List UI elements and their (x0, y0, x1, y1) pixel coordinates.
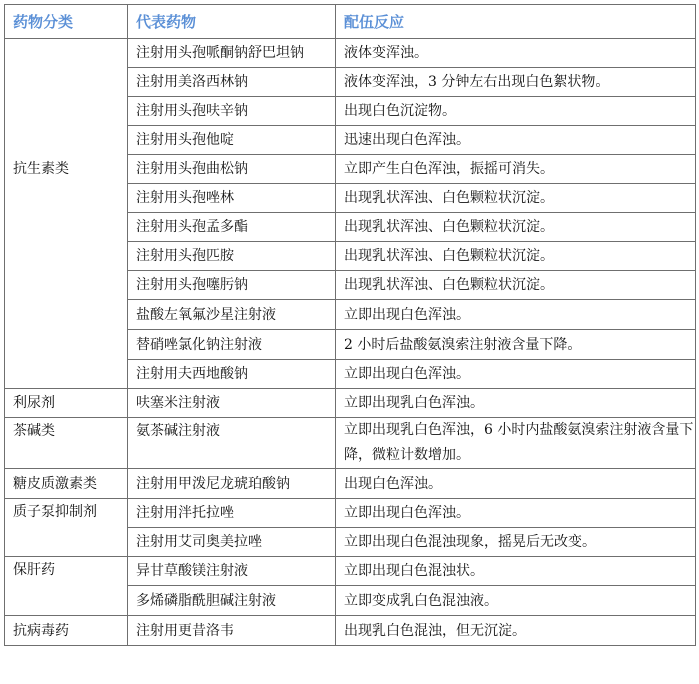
table-row (5, 557, 696, 586)
reaction-cell: 立即出现白色混浊现象，摇晃后无改变。 (336, 528, 696, 557)
drug-cell: 注射用头孢孟多酯 (128, 213, 336, 242)
reaction-cell: 出现乳白色混浊，但无沉淀。 (336, 616, 696, 646)
drug-cell: 氨茶碱注射液 (128, 418, 336, 469)
reaction-cell: 出现乳状浑浊、白色颗粒状沉淀。 (336, 271, 696, 300)
reaction-cell: 立即出现白色混浊状。 (336, 557, 696, 586)
category-cell: 抗生素类 (5, 39, 128, 389)
reaction-cell: 立即变成乳白色混浊液。 (336, 586, 696, 616)
header-category: 药物分类 (5, 5, 128, 39)
drug-cell: 注射用头孢他啶 (128, 126, 336, 155)
drug-cell: 盐酸左氧氟沙星注射液 (128, 300, 336, 330)
drug-cell: 注射用美洛西林钠 (128, 68, 336, 97)
compatibility-table (4, 4, 696, 646)
reaction-cell: 立即出现白色浑浊。 (336, 300, 696, 330)
reaction-cell: 立即产生白色浑浊，振摇可消失。 (336, 155, 696, 184)
reaction-cell: 液体变浑浊，3 分钟左右出现白色絮状物。 (336, 68, 696, 97)
reaction-cell: 出现白色沉淀物。 (336, 97, 696, 126)
table-row (5, 469, 696, 499)
category-cell: 保肝药 (5, 557, 128, 616)
drug-cell: 注射用头孢唑林 (128, 184, 336, 213)
reaction-cell: 立即出现乳白色浑浊，6 小时内盐酸氨溴索注射液含量下降，微粒计数增加。 (336, 418, 696, 469)
reaction-cell: 出现乳状浑浊、白色颗粒状沉淀。 (336, 184, 696, 213)
header-row (5, 5, 696, 39)
category-cell: 茶碱类 (5, 418, 128, 469)
table-row (5, 39, 696, 68)
reaction-cell: 2 小时后盐酸氨溴索注射液含量下降。 (336, 330, 696, 360)
header-drug: 代表药物 (128, 5, 336, 39)
drug-cell: 注射用头孢匹胺 (128, 242, 336, 271)
reaction-cell: 迅速出现白色浑浊。 (336, 126, 696, 155)
drug-cell: 注射用更昔洛韦 (128, 616, 336, 646)
drug-cell: 注射用泮托拉唑 (128, 499, 336, 528)
reaction-cell: 立即出现白色浑浊。 (336, 499, 696, 528)
drug-cell: 注射用甲泼尼龙琥珀酸钠 (128, 469, 336, 499)
drug-cell: 多烯磷脂酰胆碱注射液 (128, 586, 336, 616)
reaction-cell: 立即出现乳白色浑浊。 (336, 389, 696, 418)
drug-cell: 注射用头孢呋辛钠 (128, 97, 336, 126)
reaction-cell: 液体变浑浊。 (336, 39, 696, 68)
drug-cell: 注射用艾司奥美拉唑 (128, 528, 336, 557)
table-row (5, 389, 696, 418)
category-cell: 糖皮质激素类 (5, 469, 128, 499)
drug-cell: 注射用头孢曲松钠 (128, 155, 336, 184)
table-row (5, 418, 696, 469)
table-row (5, 499, 696, 528)
header-reaction: 配伍反应 (336, 5, 696, 39)
drug-cell: 注射用夫西地酸钠 (128, 360, 336, 389)
drug-cell: 呋塞米注射液 (128, 389, 336, 418)
drug-cell: 替硝唑氯化钠注射液 (128, 330, 336, 360)
category-cell: 利尿剂 (5, 389, 128, 418)
reaction-cell: 出现白色浑浊。 (336, 469, 696, 499)
drug-cell: 注射用头孢哌酮钠舒巴坦钠 (128, 39, 336, 68)
reaction-cell: 出现乳状浑浊、白色颗粒状沉淀。 (336, 242, 696, 271)
reaction-cell: 出现乳状浑浊、白色颗粒状沉淀。 (336, 213, 696, 242)
reaction-cell: 立即出现白色浑浊。 (336, 360, 696, 389)
category-cell: 质子泵抑制剂 (5, 499, 128, 557)
drug-cell: 注射用头孢噻肟钠 (128, 271, 336, 300)
category-cell: 抗病毒药 (5, 616, 128, 646)
table-row (5, 616, 696, 646)
drug-cell: 异甘草酸镁注射液 (128, 557, 336, 586)
